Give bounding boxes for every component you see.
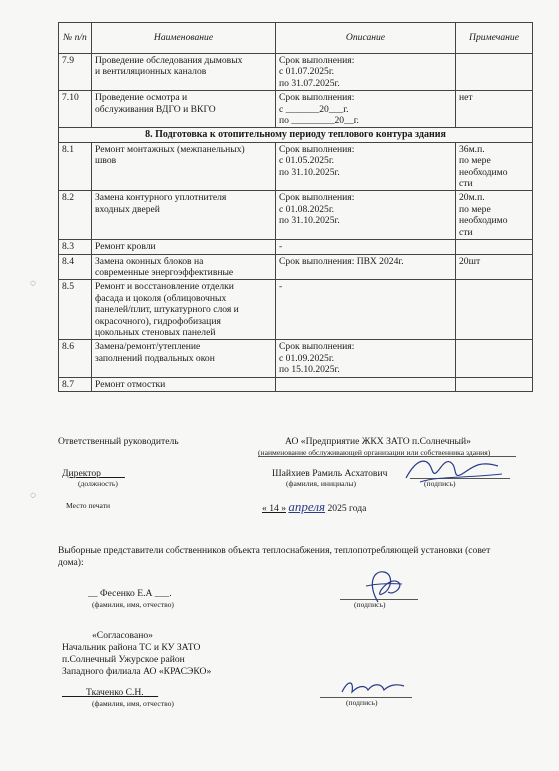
representative-signature	[358, 566, 408, 606]
row-name-line: обслуживания ВДГО и ВКГО	[95, 103, 216, 115]
director-signature	[398, 452, 508, 488]
row-description-line: -	[279, 281, 283, 293]
row-note-line: 36м.п.	[459, 143, 485, 155]
header-number: № п/п	[59, 23, 92, 54]
stamp-place-label: Место печати	[66, 501, 111, 510]
row-description	[276, 240, 456, 254]
table-section-row	[59, 128, 533, 142]
table-row	[59, 91, 533, 128]
row-description-line: Срок выполнения:	[279, 55, 355, 66]
row-name	[92, 191, 276, 240]
row-name-line: цокольных стеновых панелей	[95, 326, 216, 338]
header-name: Наименование	[92, 23, 276, 54]
row-number: 8.7	[59, 377, 92, 391]
row-description-line: по 31.10.2025г.	[279, 166, 340, 178]
table-row	[59, 240, 533, 254]
signing-date	[262, 499, 366, 515]
row-name	[92, 340, 276, 377]
row-description-line: с 01.07.2025г.	[279, 66, 335, 78]
row-number: 8.1	[59, 142, 92, 191]
row-name-line: Замена/ремонт/утепление	[95, 341, 201, 353]
representatives-label-2: дома):	[58, 557, 84, 568]
row-description	[276, 280, 456, 340]
row-description-line: Срок выполнения: ПВХ 2024г.	[279, 255, 404, 267]
row-number: 8.5	[59, 280, 92, 340]
row-name-line: Замена оконных блоков на	[95, 255, 204, 267]
row-number: 7.10	[59, 91, 92, 128]
approved-title: «Согласовано»	[92, 630, 153, 641]
row-name	[92, 91, 276, 128]
section-title: 8. Подготовка к отопительному периоду теплового контура здания	[59, 128, 533, 142]
row-name-line: входных дверей	[95, 203, 160, 215]
row-description-line: с _______20___г.	[279, 103, 349, 115]
approved-line-2: п.Солнечный Ужурское район	[62, 654, 185, 665]
row-note-line: 20шт	[459, 255, 481, 267]
row-description-line: Срок выполнения:	[279, 92, 355, 104]
row-number: 8.4	[59, 254, 92, 280]
approved-line-3: Западного филиала АО «КРАСЭКО»	[62, 666, 212, 677]
row-description-line: по _________20__г.	[279, 115, 359, 127]
header-description: Описание	[276, 23, 456, 54]
row-note-line: 20м.п.	[459, 192, 485, 204]
row-name-line: окрасочного), гидрофобизация	[95, 315, 221, 327]
table-row	[59, 191, 533, 240]
row-note-line: необходимо	[459, 166, 508, 178]
row-name	[92, 142, 276, 191]
approved-line-1: Начальник района ТС и КУ ЗАТО	[62, 642, 201, 653]
row-description	[276, 254, 456, 280]
row-description-line: Срок выполнения:	[279, 341, 355, 353]
date-year: 2025 года	[327, 503, 367, 514]
representative-name: __ Фесенко Е.А ___.	[88, 588, 172, 599]
row-description-line: с 01.05.2025г.	[279, 155, 335, 167]
date-month: апреля	[288, 499, 326, 514]
row-description-line: Срок выполнения:	[279, 192, 355, 204]
row-description-line: по 31.10.2025г.	[279, 215, 340, 227]
approver-name-caption: (фамилия, имя, отчество)	[92, 699, 174, 708]
row-description	[276, 191, 456, 240]
row-note-line: по мере	[459, 155, 491, 167]
row-note	[456, 54, 533, 91]
row-note-line: по мере	[459, 203, 491, 215]
row-description-line: по 15.10.2025г.	[279, 364, 340, 376]
row-name-line: заполнений подвальных окон	[95, 352, 215, 364]
row-name-line: Ремонт монтажных (межпанельных)	[95, 143, 245, 155]
row-note	[456, 340, 533, 377]
position-caption: (должность)	[78, 479, 118, 488]
row-note-line: сти	[459, 178, 473, 190]
row-note-line: сти	[459, 226, 473, 238]
row-note	[456, 254, 533, 280]
row-number: 8.3	[59, 240, 92, 254]
date-day: « 14 »	[262, 503, 286, 514]
row-name-line: Проведение обследования дымовых	[95, 55, 243, 66]
row-description	[276, 54, 456, 91]
work-plan-table	[58, 22, 533, 392]
row-description-line: -	[279, 241, 283, 253]
representative-sign-caption: (подпись)	[354, 600, 386, 609]
row-name	[92, 54, 276, 91]
representatives-label: Выборные представители собственников объекта теплоснабжения, теплопотребляющей установки (совет	[58, 545, 491, 556]
table-header-row	[59, 23, 533, 54]
organization-name: АО «Предприятие ЖКХ ЗАТО п.Солнечный»	[285, 436, 471, 447]
row-note	[456, 280, 533, 340]
row-description	[276, 91, 456, 128]
row-description	[276, 340, 456, 377]
row-description	[276, 377, 456, 391]
row-note-line: необходимо	[459, 215, 508, 227]
row-name	[92, 254, 276, 280]
table-row	[59, 142, 533, 191]
position-value: Директор	[62, 468, 101, 479]
row-name-line: Ремонт отмостки	[95, 378, 166, 390]
row-note	[456, 240, 533, 254]
approver-signature	[338, 676, 408, 698]
table-row	[59, 280, 533, 340]
director-name-caption: (фамилия, инициалы)	[286, 479, 357, 488]
responsible-label: Ответственный руководитель	[58, 436, 179, 447]
row-name-line: фасада и цоколя (облицовочных	[95, 292, 227, 304]
approver-sign-caption: (подпись)	[346, 698, 378, 707]
representative-name-caption: (фамилия, имя, отчество)	[92, 600, 174, 609]
row-number: 7.9	[59, 54, 92, 91]
row-description-line: с 01.09.2025г.	[279, 352, 335, 364]
row-number: 8.6	[59, 340, 92, 377]
table-row	[59, 254, 533, 280]
row-name-line: современные энергоэффективные	[95, 266, 234, 278]
row-name-line: Замена контурного уплотнителя	[95, 192, 227, 204]
director-sign-caption: (подпись)	[424, 479, 456, 488]
punch-mark: ◌	[30, 278, 36, 289]
row-description-line: с 01.08.2025г.	[279, 203, 335, 215]
organization-caption: (наименование обслуживающей организации или собственника здания)	[258, 448, 491, 457]
approver-name: Ткаченко С.Н.	[85, 687, 144, 698]
row-note	[456, 142, 533, 191]
table-row	[59, 340, 533, 377]
row-name-line: панелей/плит, штукатурного слоя и	[95, 304, 239, 316]
row-description-line: по 31.07.2025г.	[279, 77, 340, 89]
row-description-line: Срок выполнения:	[279, 143, 355, 155]
row-number: 8.2	[59, 191, 92, 240]
row-name	[92, 280, 276, 340]
row-name-line: Ремонт и восстановление отделки	[95, 281, 234, 293]
row-name-line: швов	[95, 155, 117, 167]
row-description	[276, 142, 456, 191]
row-note	[456, 377, 533, 391]
row-name-line: и вентиляционных каналов	[95, 66, 207, 78]
table-row	[59, 377, 533, 391]
row-name	[92, 240, 276, 254]
row-note	[456, 91, 533, 128]
table-row	[59, 54, 533, 91]
row-note	[456, 191, 533, 240]
punch-mark: ◌	[30, 490, 36, 501]
header-note: Примечание	[456, 23, 533, 54]
row-note-line: нет	[459, 92, 473, 104]
row-name	[92, 377, 276, 391]
row-name-line: Ремонт кровли	[95, 241, 156, 253]
row-name-line: Проведение осмотра и	[95, 92, 188, 104]
director-name: Шайхиев Рамиль Асхатович	[272, 468, 388, 479]
